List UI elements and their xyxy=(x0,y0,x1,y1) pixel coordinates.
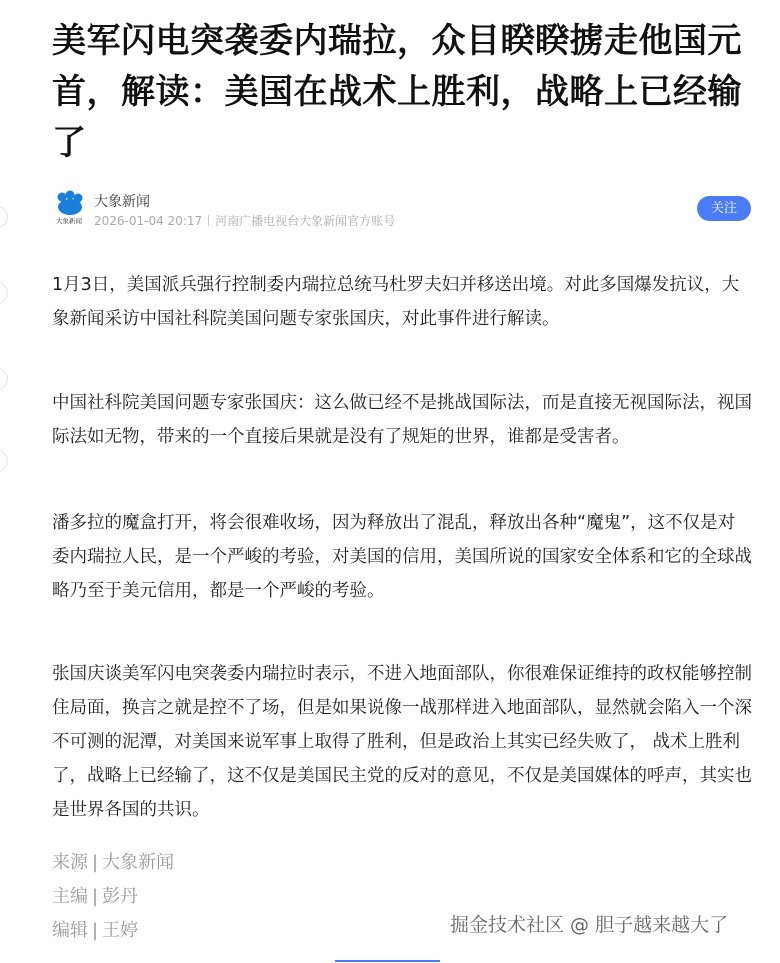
article-paragraph: 潘多拉的魔盒打开，将会很难收场，因为释放出了混乱，释放出各种“魔鬼”，这不仅是对委内瑞拉人民，是一个严峻的考验，对美国的信用，美国所说的国家安全体系和它的全球战略乃至于美元信用，都是一个严峻的考验。 xyxy=(52,513,752,601)
author-affiliation: 河南广播电视台大象新闻官方账号 xyxy=(215,214,396,228)
credit-divider: | xyxy=(92,852,99,873)
svg-text:大象新闻: 大象新闻 xyxy=(56,217,82,225)
watermark: 掘金技术社区 @ 胆子越来越大了 xyxy=(450,914,729,936)
author-name[interactable]: 大象新闻 xyxy=(94,194,150,210)
side-action-circle[interactable] xyxy=(0,206,8,228)
credit-value: 大象新闻 xyxy=(102,852,175,873)
side-action-circle[interactable] xyxy=(0,282,8,304)
side-action-circle[interactable] xyxy=(0,368,8,390)
follow-button[interactable]: 关注 xyxy=(697,196,751,221)
article-title: 美军闪电突袭委内瑞拉，众目睽睽掳走他国元首，解读：美国在战术上胜利，战略上已经输了 xyxy=(52,21,742,163)
article-paragraph: 中国社科院美国问题专家张国庆：这么做已经不是挑战国际法，而是直接无视国际法，视国际法如无物，带来的一个直接后果就是没有了规矩的世界，谁都是受害者。 xyxy=(52,393,752,447)
credit-value: 王婷 xyxy=(102,920,139,941)
credit-divider: | xyxy=(92,886,99,907)
author-meta xyxy=(94,212,395,229)
elephant-logo-avatar[interactable] xyxy=(52,188,86,226)
credit-divider: | xyxy=(92,920,99,941)
credit-label: 来源 xyxy=(52,852,88,873)
bottom-accent-line xyxy=(335,960,440,962)
credit-value: 彭丹 xyxy=(102,886,139,907)
article-paragraph: 1月3日，美国派兵强行控制委内瑞拉总统马杜罗夫妇并移送出境。对此多国爆发抗议，大象新闻采访中国社科院美国问题专家张国庆，对此事件进行解读。 xyxy=(52,275,740,329)
author-bar xyxy=(52,186,752,232)
credit-source xyxy=(52,846,174,880)
credit-chief-editor xyxy=(52,880,174,914)
article-credits xyxy=(52,846,174,948)
publish-datetime: 2026-01-04 20:17 xyxy=(94,214,203,228)
credit-label: 编辑 xyxy=(52,920,88,941)
article-paragraph: 张国庆谈美军闪电突袭委内瑞拉时表示，不进入地面部队，你很难保证维持的政权能够控制住局面，换言之就是控不了场，但是如果说像一战那样进入地面部队，显然就会陷入一个深不可测的泥潭，对美国来说军事上取得了胜利，但是政治上其实已经失败了， 战术上胜利了，战略上已经输了，这不仅是美国民主党的反对的意见，不仅是美国媒体的呼声，其实也是世界各国的共识。 xyxy=(52,664,752,820)
meta-divider xyxy=(208,215,209,226)
credit-label: 主编 xyxy=(52,886,88,907)
side-action-circle[interactable] xyxy=(0,450,8,472)
credit-editor xyxy=(52,914,174,948)
